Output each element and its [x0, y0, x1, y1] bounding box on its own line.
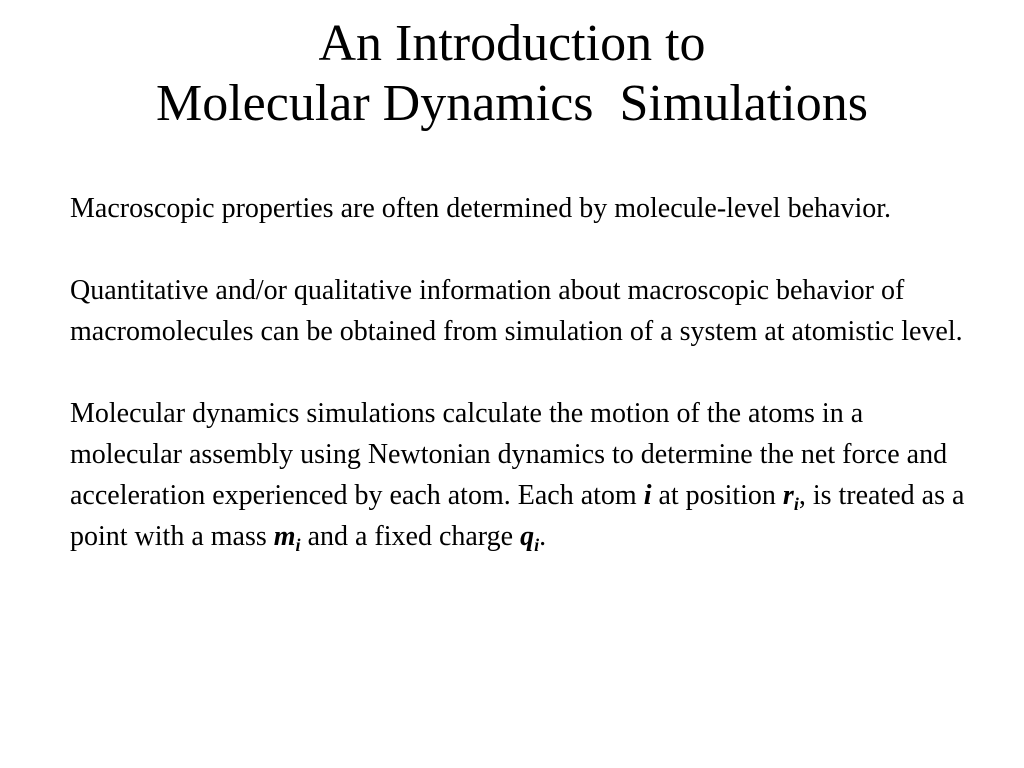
paragraph-md-simulations — [70, 393, 970, 557]
paragraph-quantitative-information: Quantitative and/or qualitative information about macroscopic behavior of macromolecules can be obtained from simulation of a system at atomistic level. — [70, 275, 963, 347]
paragraph-macroscopic-properties: Macroscopic properties are often determined by molecule-level behavior. — [70, 193, 891, 224]
slide-body — [70, 188, 970, 598]
slide-title-line-2: Molecular Dynamics Simulations — [155, 75, 868, 132]
subscript-q-i: i — [534, 535, 540, 555]
symbol-q: q — [520, 521, 535, 552]
symbol-m: m — [273, 521, 296, 552]
p3-text-d: and a fixed charge — [300, 521, 521, 552]
p3-text-e: . — [539, 521, 547, 552]
p3-text-a: Molecular dynamics simulations calculate the motion of the atoms in a molecular assembly using Newtonian dynamics to determine the net force and acceleration experienced by each atom. Each atom — [70, 398, 948, 511]
subscript-r-i: i — [793, 494, 799, 514]
slide-title — [0, 14, 1024, 134]
symbol-r: r — [782, 480, 794, 511]
subscript-m-i: i — [295, 535, 301, 555]
symbol-i: i — [643, 480, 652, 511]
p3-text-c: , is treated as a point with a mass — [70, 480, 965, 552]
p3-text-b: at position — [651, 480, 783, 511]
slide-title-line-1: An Introduction to — [318, 15, 706, 72]
